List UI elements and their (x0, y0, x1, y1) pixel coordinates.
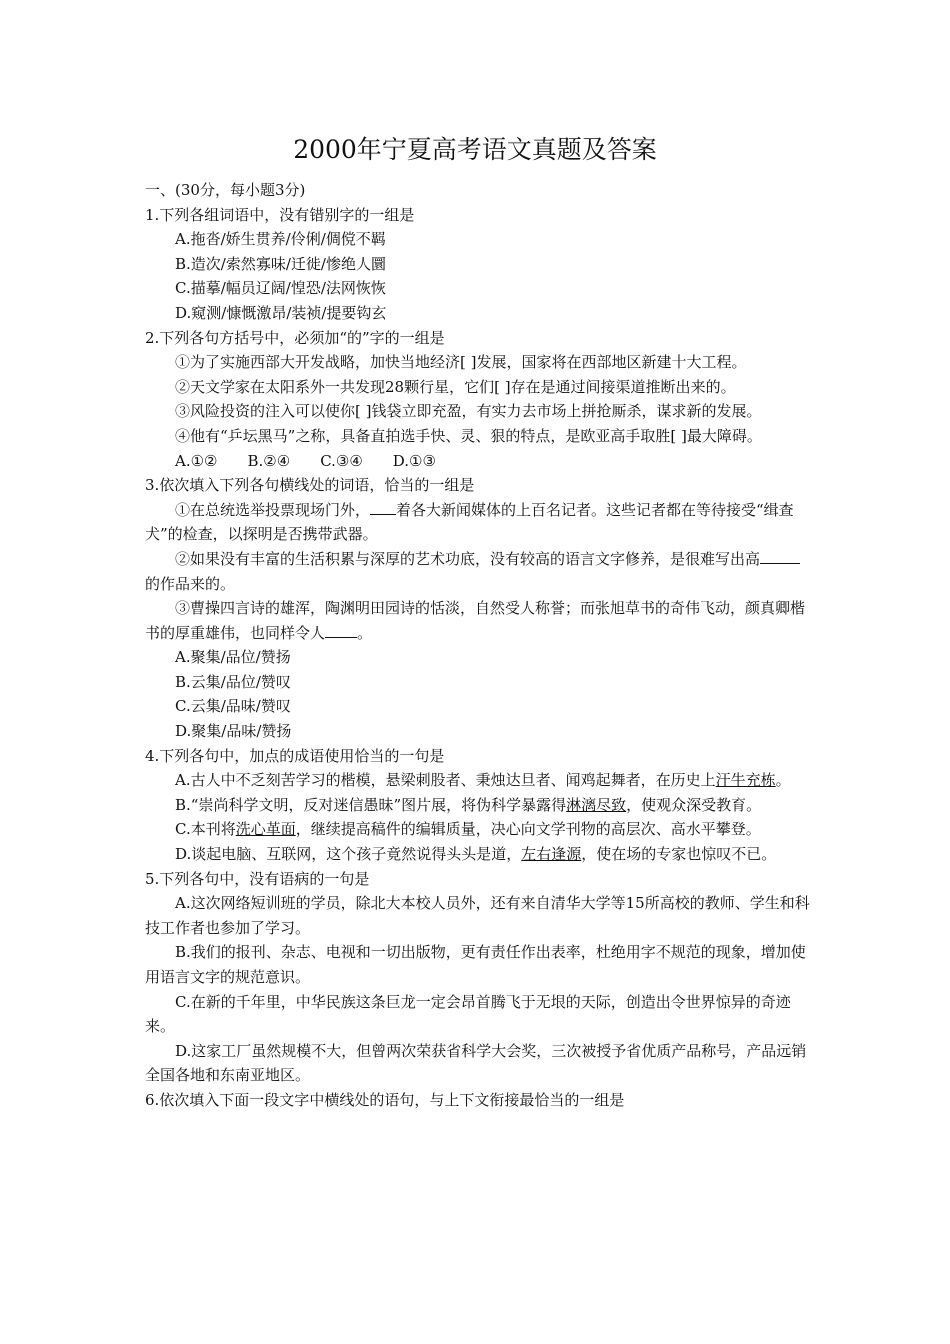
question-2-choices (145, 449, 810, 474)
question-5-option-b: B.我们的报刊、杂志、电视和一切出版物，更有责任作出表率，杜绝用字不规范的现象，增加使用语言文字的规范意识。 (145, 943, 806, 986)
page-title: 2000年宁夏高考语文真题及答案 (293, 135, 657, 164)
section-heading: 一、(30分，每小题3分) (145, 181, 306, 199)
question-3-sentence: ①在总统选举投票现场门外， 着各大新闻媒体的上百名记者。这些记者都在等待接受“缉查犬”的检查，以探明是否携带武器。 (145, 500, 794, 544)
question-3-option: C.云集/品味/赞叹 (175, 697, 291, 716)
question-2-sentence: ②天文学家在太阳系外一共发现28颗行星，它们[ ]存在是通过间接渠道推断出来的。 (175, 377, 736, 396)
question-5-stem: 5.下列各句中，没有语病的一句是 (145, 869, 370, 888)
question-6-stem: 6.依次填入下面一段文字中横线处的语句，与上下文衔接最恰当的一组是 (145, 1090, 625, 1109)
question-3-option: A.聚集/品位/赞扬 (175, 648, 291, 667)
question-2-sentence: ④他有“乒坛黑马”之称，具备直拍选手快、灵、狠的特点，是欧亚高手取胜[ ]最大障碍。 (175, 426, 762, 445)
question-3-stem: 3.依次填入下列各句横线处的词语，恰当的一组是 (145, 476, 475, 495)
idiom-underlined: 洗心革面 (235, 820, 296, 839)
question-2-choice: A.①② (175, 451, 218, 470)
question-2-sentence: ③风险投资的注入可以使你[ ]钱袋立即充盈，有实力去市场上拼抢厮杀，谋求新的发展。 (175, 402, 762, 421)
question-1-stem: 1.下列各组词语中，没有错别字的一组是 (145, 205, 415, 224)
question-4-option-d: D.谈起电脑、互联网，这个孩子竟然说得头头是道，左右逢源，使在场的专家也惊叹不已。 (175, 845, 777, 864)
question-2-choice: C.③④ (320, 451, 363, 470)
question-4-option-a: A.古人中不乏刻苦学习的楷模，悬梁刺股者、秉烛达旦者、闻鸡起舞者，在历史上汗牛充栋。 (175, 771, 791, 790)
question-1-option: C.描摹/幅员辽阔/惶恐/法网恢恢 (175, 279, 386, 298)
question-2-choice: B.②④ (247, 451, 291, 470)
fill-blank (760, 548, 800, 564)
question-1-option: B.造次/索然寡味/迁徙/惨绝人圜 (175, 254, 386, 273)
question-4-option-b: B.“崇尚科学文明，反对迷信愚昧”图片展，将伪科学暴露得淋漓尽致，使观众深受教育。 (175, 795, 762, 814)
question-1-option: A.拖沓/娇生贯养/伶俐/倜傥不羁 (175, 230, 386, 249)
question-4-option-c: C.本刊将洗心革面，继续提高稿件的编辑质量，决心向文学刊物的高层次、高水平攀登。 (175, 820, 761, 839)
question-4-stem: 4.下列各句中，加点的成语使用恰当的一句是 (145, 746, 445, 765)
idiom-underlined: 汗牛充栋 (715, 771, 776, 790)
idiom-underlined: 淋漓尽致 (566, 795, 627, 814)
question-5-option-a: A.这次网络短训班的学员，除北大本校人员外，还有来自清华大学等15所高校的教师、学生和科技工作者也参加了学习。 (145, 894, 810, 937)
fill-blank (325, 622, 357, 638)
question-2-choice: D.①③ (392, 451, 436, 470)
question-5-option-d: D.这家工厂虽然规模不大，但曾两次荣获省科学大会奖，三次被授予省优质产品称号，产品远销全国各地和东南亚地区。 (145, 1041, 807, 1085)
idiom-underlined: 左右逢源 (521, 845, 582, 864)
question-3-sentence: ③曹操四言诗的雄浑，陶渊明田园诗的恬淡，自然受人称誉；而张旭草书的奇伟飞动，颜真卿楷书的厚重雄伟，也同样令人 。 (145, 599, 806, 642)
question-3-option: D.聚集/品味/赞扬 (175, 722, 292, 741)
question-1-option: D.窥测/慷慨激昂/装祯/提要钩玄 (175, 303, 387, 322)
question-3-option: B.云集/品位/赞叹 (175, 672, 291, 691)
question-5-option-c: C.在新的千年里，中华民族这条巨龙一定会昂首腾飞于无垠的天际，创造出令世界惊异的奇迹来。 (145, 992, 791, 1036)
question-2-sentence: ①为了实施西部大开发战略，加快当地经济[ ]发展，国家将在西部地区新建十大工程。 (175, 353, 747, 372)
question-2-stem: 2.下列各句方括号中，必须加“的”字的一组是 (145, 328, 445, 347)
exam-content (145, 178, 810, 1113)
question-3-sentence: ②如果没有丰富的生活积累与深厚的艺术功底，没有较高的语言文字修养，是很难写出高的作品来的。 (145, 547, 810, 596)
fill-blank (370, 499, 396, 515)
